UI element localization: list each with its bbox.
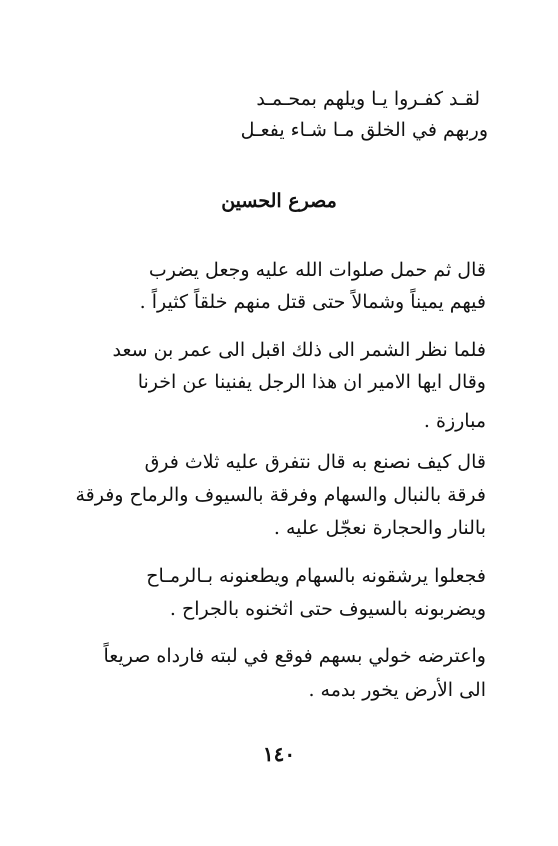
paragraph-2-line-2: وقال ايها الامير ان هذا الرجل يفنينا عن اخرنا — [137, 371, 486, 393]
paragraph-5-line-2: الى الأرض يخور بدمه . — [308, 679, 486, 701]
paragraph-1-line-1: قال ثم حمل صلوات الله عليه وجعل يضرب — [148, 259, 486, 281]
paragraph-2-line-3: مبارزة . — [423, 410, 486, 432]
verse-line-1: لقـد كفـروا يـا ويلهم بمحـمـد — [256, 88, 480, 110]
paragraph-4-line-2: ويضربونه بالسيوف حتى اثخنوه بالجراح . — [169, 598, 486, 620]
paragraph-4-line-1: فجعلوا يرشقونه بالسهام ويطعنونه بـالرمـاح — [146, 565, 486, 587]
paragraph-1-line-2: فيهم يميناً وشمالاً حتى قتل منهم خلقاً كثيراً . — [139, 291, 486, 313]
paragraph-3-line-2: فرقة بالنبال والسهام وفرقة بالسيوف والرماح وفرقة — [75, 484, 486, 506]
page-number: ١٤٠ — [262, 742, 296, 766]
paragraph-3-line-1: قال كيف نصنع به قال نتفرق عليه ثلاث فرق — [144, 451, 486, 473]
paragraph-3-line-3: بالنار والحجارة نعجّل عليه . — [273, 517, 486, 539]
section-title: مصرع الحسين — [221, 190, 337, 212]
paragraph-2-line-1: فلما نظر الشمر الى ذلك اقبل الى عمر بن سعد — [112, 339, 486, 361]
verse-line-2: وربهم في الخلق مـا شـاء يفعـل — [240, 119, 488, 141]
paragraph-5-line-1: واعترضه خولي بسهم فوقع في لبته فارداه صريعاً — [103, 645, 486, 667]
